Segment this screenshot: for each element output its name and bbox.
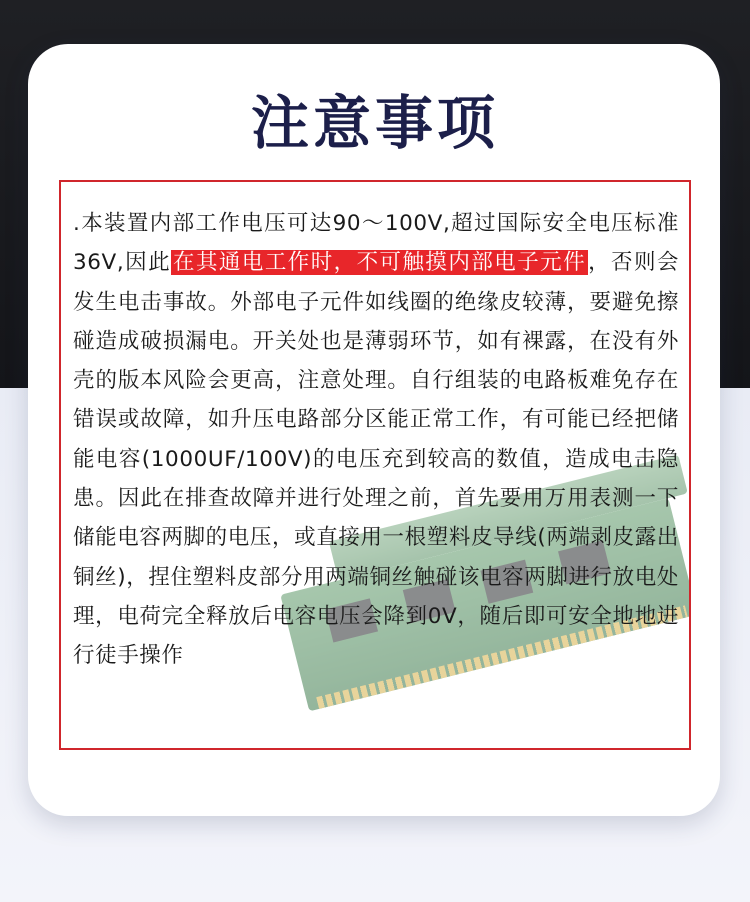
notice-highlight: 在其通电工作时，不可触摸内部电子元件 [173,250,587,276]
page-title: 注意事项 [250,89,499,157]
notice-text [73,204,679,676]
notice-text-part2: ，否则会发生电击事故。外部电子元件如线圈的绝缘皮较薄，要避免擦碰造成破损漏电。开关处也是薄弱环节，如有裸露，在没有外壳的版本风险会更高，注意处理。自行组装的电路板难免存在错误或故障，如升压电路部分区能正常工作，有可能已经把储能电容(1000UF/100V)的电压充到较高的数值，造成电击隐患。因此在排查故障并进行处理之前，首先要用万用表测一下储能电容两脚的电压，或直接用一根塑料皮导线(两端剥皮露出铜丝)，捏住塑料皮部分用两端铜丝触碰该电容两脚进行放电处理，电荷完全释放后电容电压会降到0V，随后即可安全地地进行徒手操作 [73,250,679,669]
notice-text-part1: .本装置内部工作电压可达90～100V,超过国际安全电压标准36V,因此 [73,211,679,276]
notice-box [59,180,691,750]
